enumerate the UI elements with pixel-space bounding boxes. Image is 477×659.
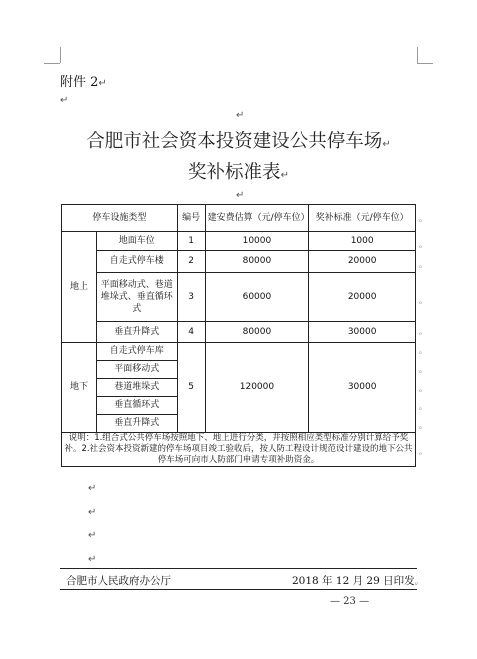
table-header-row <box>62 205 416 232</box>
page-number: — 23 — <box>330 596 370 607</box>
footer-date: 2018 年 12 月 29 日印发。 <box>292 575 424 587</box>
table-row <box>62 273 416 322</box>
facility-type: 自走式停车库 <box>96 343 177 361</box>
subsidy-standard-table <box>61 204 416 467</box>
facility-subsidy: 30000 <box>309 322 416 343</box>
crop-mark <box>417 47 418 63</box>
crop-mark <box>417 63 433 64</box>
table-row <box>62 232 416 251</box>
facility-number: 1 <box>177 232 205 251</box>
category-above-ground: 地上 <box>62 232 97 343</box>
facility-number: 4 <box>177 322 205 343</box>
header-number: 编号 <box>177 205 205 232</box>
paragraph-mark: ↵ <box>88 554 97 565</box>
facility-cost: 10000 <box>205 232 309 251</box>
footer-issuer: 合肥市人民政府办公厅 <box>66 575 171 587</box>
paragraph-mark: ↵ <box>236 110 245 121</box>
table-note: 说明：1.组合式公共停车场按照地下、地上进行分类，并按照相应类型标准分别计算给予奖补。2.社会资本投资新建的停车场项目竣工验收后，按人防工程设计规范设计建设的地下公共停车场可向市人防部门申请专项补助资金。 <box>62 433 416 467</box>
header-cost: 建安费估算（元/停车位） <box>205 205 309 232</box>
header-subsidy: 奖补标准（元/停车位） <box>309 205 416 232</box>
row-end-mark: 。 <box>419 365 427 374</box>
facility-type: 地面车位 <box>96 232 177 251</box>
facility-subsidy: 20000 <box>309 273 416 322</box>
facility-type: 垂直升降式 <box>96 322 177 343</box>
facility-cost: 60000 <box>205 273 309 322</box>
paragraph-mark: ↵ <box>236 190 245 201</box>
facility-number: 5 <box>177 343 205 433</box>
facility-type: 自走式停车楼 <box>96 251 177 273</box>
row-end-mark: 。 <box>419 214 427 223</box>
facility-subsidy: 20000 <box>309 251 416 273</box>
facility-number: 2 <box>177 251 205 273</box>
row-end-mark: 。 <box>419 296 427 305</box>
row-end-mark: 。 <box>419 384 427 393</box>
row-end-mark: 。 <box>419 421 427 430</box>
facility-type: 平面移动式 <box>96 361 177 379</box>
table-row <box>62 322 416 343</box>
category-underground: 地下 <box>62 343 97 433</box>
footer-top-rule <box>60 568 417 569</box>
document-title-line2: 奖补标准表↵ <box>188 162 289 183</box>
footer-bottom-rule <box>60 589 417 590</box>
attachment-label: 附件 2↵ <box>60 75 107 90</box>
paragraph-mark: ↵ <box>60 95 69 106</box>
facility-subsidy: 30000 <box>309 343 416 433</box>
paragraph-mark: ↵ <box>88 483 97 494</box>
row-end-mark: 。 <box>419 447 427 456</box>
row-end-mark: 。 <box>419 346 427 355</box>
document-title-line1: 合肥市社会资本投资建设公共停车场↵ <box>86 131 391 152</box>
row-end-mark: 。 <box>419 327 427 336</box>
header-type: 停车设施类型 <box>62 205 178 232</box>
facility-number: 3 <box>177 273 205 322</box>
crop-mark <box>60 47 61 63</box>
facility-cost: 80000 <box>205 322 309 343</box>
facility-cost: 80000 <box>205 251 309 273</box>
facility-subsidy: 1000 <box>309 232 416 251</box>
row-end-mark: 。 <box>419 402 427 411</box>
facility-type: 巷道堆垛式 <box>96 379 177 397</box>
table-row <box>62 343 416 361</box>
paragraph-mark: ↵ <box>88 530 97 541</box>
row-end-mark: 。 <box>419 240 427 249</box>
facility-cost: 120000 <box>205 343 309 433</box>
crop-mark <box>44 63 60 64</box>
table-row <box>62 251 416 273</box>
paragraph-mark: ↵ <box>88 507 97 518</box>
facility-type: 垂直升降式 <box>96 415 177 433</box>
facility-type: 垂直循环式 <box>96 397 177 415</box>
facility-type: 平面移动式、巷道堆垛式、垂直循环式 <box>96 273 177 322</box>
row-end-mark: 。 <box>419 260 427 269</box>
table-note-row <box>62 433 416 467</box>
